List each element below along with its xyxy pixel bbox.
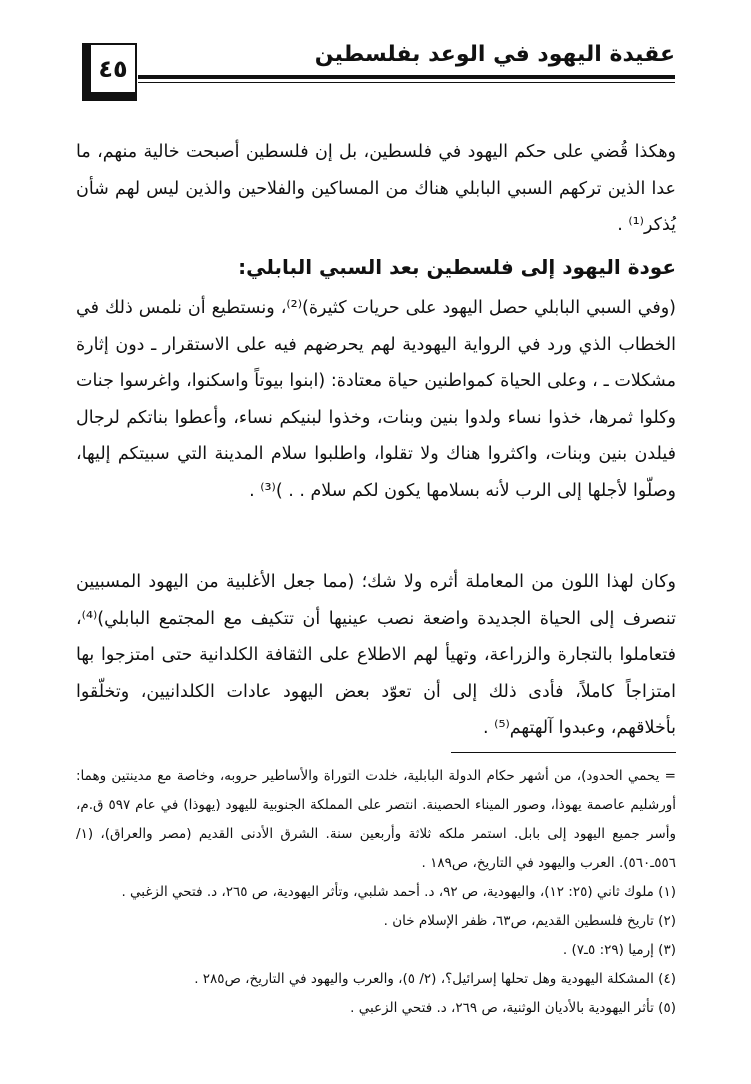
footnote-3: (٣) إرميا (٢٩: ٥ـ٧) . [562,942,676,958]
footnote-2: (٢) تاريخ فلسطين القديم، ص٦٣، ظفر الإسلام خان . [383,913,676,929]
footnotes [76,762,676,1023]
paragraph-1 [76,134,676,244]
paragraph-2 [76,290,676,509]
footnote-1: (١) ملوك ثاني (٢٥: ١٢)، واليهودية، ص ٩٢، د. أحمد شلبي، وتأثر اليهودية، ص ٢٦٥، د. فتحي الزغبي . [121,884,676,900]
paragraph-2-text: (وفي السبي البابلي حصل اليهود على حريات كثيرة)⁽²⁾، ونستطيع أن نلمس ذلك في الخطاب الذي ورد في الرواية اليهودية لهم يحرضهم فيه على الاستقرار ـ دون إثارة مشكلات ـ ، وعلى الحياة كمواطنين حياة معتادة: (ابنوا بيوتاً واسكنوا، واغرسوا جنات وكلوا ثمرها، خذوا نساء ولدوا بنين وبنات، وخذوا لبنيكم نساء، وأعطوا بناتكم لرجال فيلدن بنين وبنات، واكثروا هناك ولا تقلوا، واطلبوا سلام المدينة التي سبيتكم إليها، وصلّوا لأجلها إلى الرب لأنه بسلامها يكون لكم سلام . . )⁽³⁾ . [76,298,676,501]
footnote-4: (٤) المشكلة اليهودية وهل تحلها إسرائيل؟، (٢/ ٥)، والعرب واليهود في التاريخ، ص٢٨٥ . [194,971,676,987]
footnote-continuation: = يحمي الحدود)، من أشهر حكام الدولة البابلية، خلدت التوراة والأساطير حروبه، وخاصة مع مدينتين وهما: أورشليم عاصمة يهوذا، وصور الميناء الحصينة. انتصر على المملكة الجنوبية لليهود (يهوذا) في عام ٥٩٧ ق.م، وأسر جميع اليهود إلى بابل. استمر ملكه ثلاثة وأربعين سنة. الشرق الأدنى القديم (مصر والعراق)، (١/ ٥٥٦ـ٥٦٠). العرب واليهود في التاريخ، ص١٨٩ . [76,768,676,871]
section-heading: عودة اليهود إلى فلسطين بعد السبي البابلي: [238,255,676,279]
header-rule-thick [138,75,675,79]
running-header-title: عقيدة اليهود في الوعد بفلسطين [314,42,675,67]
paragraph-1-text: وهكذا قُضي على حكم اليهود في فلسطين، بل إن فلسطين أصبحت خالية منهم، ما عدا الذين تركهم السبي البابلي هناك من المساكين والفلاحين والذين ليس لهم شأن يُذكر⁽¹⁾ . [76,142,676,235]
footnote-separator [451,752,676,753]
paragraph-3 [76,564,676,747]
page-number: ٤٥ [82,43,137,101]
header-rule-thin [138,82,675,83]
footnote-5: (٥) تأثر اليهودية بالأديان الوثنية، ص ٢٦٩، د. فتحي الزعبي . [350,1000,676,1016]
paragraph-3-text: وكان لهذا اللون من المعاملة أثره ولا شك؛ (مما جعل الأغلبية من اليهود المسبيين تنصرف إلى الحياة الجديدة واضعة نصب عينيها أن تتكيف مع المجتمع البابلي)⁽⁴⁾، فتعاملوا بالتجارة والزراعة، وتهيأ لهم الاطلاع على الثقافة الكلدانية حتى امتزجوا بها امتزاجاً كاملاً، فأدى ذلك إلى أن تعوّد بعض اليهود عادات الكلدانيين، وتخلّقوا بأخلاقهم، وعبدوا آلهتهم⁽⁵⁾ . [76,572,676,738]
